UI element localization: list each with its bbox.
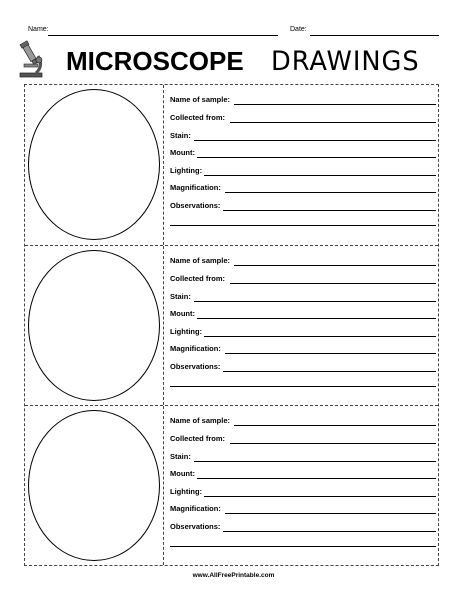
field-line[interactable]: [225, 353, 436, 354]
field-magnification: [170, 342, 436, 356]
field-line[interactable]: [225, 192, 436, 193]
field-line[interactable]: [197, 478, 436, 479]
drawing-cell: [25, 85, 164, 245]
field-lighting: [170, 485, 436, 499]
field-label: Magnification:: [170, 504, 221, 513]
field-label: Lighting:: [170, 327, 203, 336]
date-label: Date:: [290, 26, 307, 33]
field-mount: [170, 307, 436, 321]
field-observations: [170, 360, 436, 374]
header-bar: [28, 26, 439, 38]
field-line[interactable]: [223, 371, 436, 372]
field-line[interactable]: [197, 157, 436, 158]
field-lighting: [170, 164, 436, 178]
field-line[interactable]: [234, 104, 436, 105]
drawing-circle[interactable]: [28, 89, 160, 240]
field-line[interactable]: [194, 140, 436, 141]
field-line[interactable]: [230, 283, 436, 284]
field-stain: [170, 129, 436, 143]
drawing-circle[interactable]: [28, 250, 160, 401]
field-label: Lighting:: [170, 166, 203, 175]
field-name-of-sample: [170, 93, 436, 107]
page-title: MICROSCOPE: [66, 46, 244, 76]
field-label: Magnification:: [170, 344, 221, 353]
drawing-section: [25, 85, 438, 245]
field-observations: [170, 199, 436, 213]
field-mount: [170, 146, 436, 160]
field-line[interactable]: [223, 210, 436, 211]
field-name-of-sample: [170, 414, 436, 428]
field-line[interactable]: [230, 443, 436, 444]
field-line[interactable]: [234, 265, 436, 266]
field-collected-from: [170, 111, 436, 125]
field-line[interactable]: [230, 122, 436, 123]
sample-fields: [170, 406, 436, 565]
drawing-circle[interactable]: [28, 410, 160, 561]
field-label: Stain:: [170, 452, 191, 461]
field-line[interactable]: [194, 301, 436, 302]
field-name-of-sample: [170, 254, 436, 268]
field-label: Observations:: [170, 201, 221, 210]
field-observations: [170, 520, 436, 534]
name-field[interactable]: [48, 35, 278, 36]
field-label: Magnification:: [170, 183, 221, 192]
field-label: Mount:: [170, 469, 195, 478]
microscope-icon: [14, 40, 54, 80]
field-line[interactable]: [197, 318, 436, 319]
field-label: Name of sample:: [170, 256, 231, 265]
drawing-section: [25, 245, 438, 405]
date-field[interactable]: [310, 35, 439, 36]
page-title-script: DRAWINGS: [271, 46, 420, 77]
field-collected-from: [170, 272, 436, 286]
field-collected-from: [170, 432, 436, 446]
field-line[interactable]: [234, 425, 436, 426]
footer-url: www.AllFreePrintable.com: [192, 572, 275, 579]
field-label: Name of sample:: [170, 416, 231, 425]
observations-line[interactable]: [170, 386, 436, 387]
field-label: Observations:: [170, 522, 221, 531]
field-label: Mount:: [170, 148, 195, 157]
field-lighting: [170, 325, 436, 339]
field-line[interactable]: [225, 513, 436, 514]
observations-line[interactable]: [170, 225, 436, 226]
field-label: Lighting:: [170, 487, 203, 496]
field-magnification: [170, 181, 436, 195]
field-label: Observations:: [170, 362, 221, 371]
field-stain: [170, 450, 436, 464]
field-line[interactable]: [204, 175, 436, 176]
name-label: Name:: [28, 26, 49, 33]
drawing-cell: [25, 246, 164, 405]
field-line[interactable]: [194, 461, 436, 462]
field-label: Name of sample:: [170, 95, 231, 104]
sample-fields: [170, 246, 436, 405]
field-line[interactable]: [223, 531, 436, 532]
field-label: Stain:: [170, 292, 191, 301]
field-label: Mount:: [170, 309, 195, 318]
field-label: Collected from:: [170, 434, 226, 443]
field-label: Stain:: [170, 131, 191, 140]
field-mount: [170, 467, 436, 481]
drawing-sheet: [24, 84, 439, 566]
observations-line[interactable]: [170, 546, 436, 547]
field-stain: [170, 290, 436, 304]
field-magnification: [170, 502, 436, 516]
sample-fields: [170, 85, 436, 245]
drawing-cell: [25, 406, 164, 565]
field-label: Collected from:: [170, 274, 226, 283]
field-label: Collected from:: [170, 113, 226, 122]
drawing-section: [25, 405, 438, 565]
field-line[interactable]: [204, 496, 436, 497]
field-line[interactable]: [204, 336, 436, 337]
